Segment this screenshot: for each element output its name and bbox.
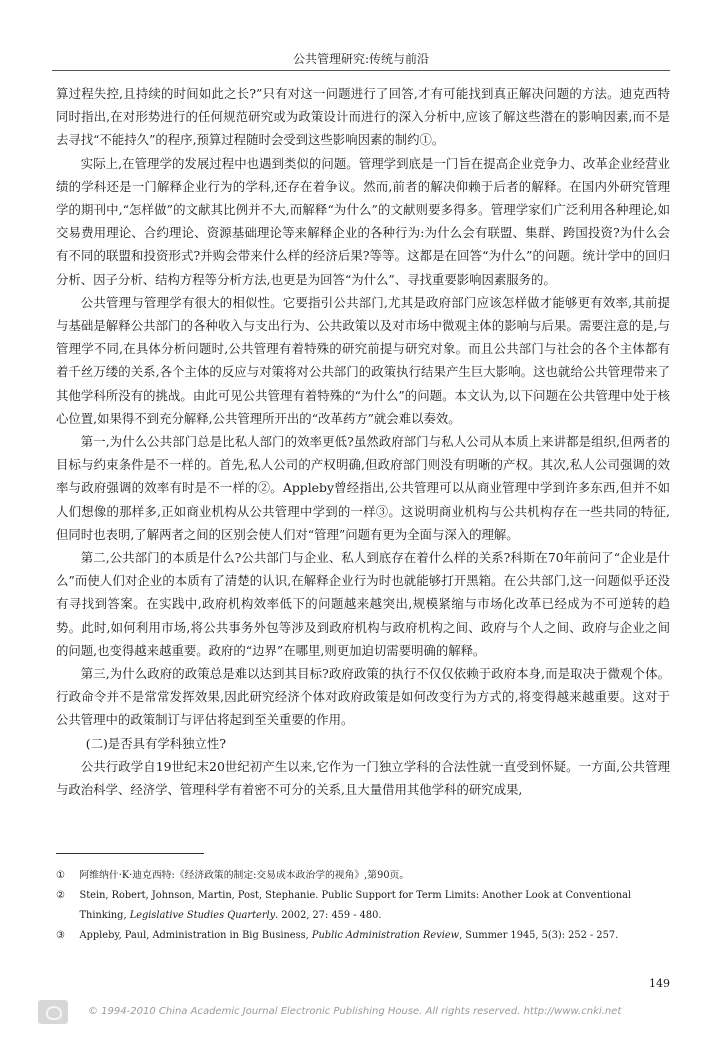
footnote-text: 阿维纳什·K·迪克西特:《经济政策的制定:交易成本政治学的视角》,第90页。 [79,870,410,881]
footnote-number: ③ [56,930,65,941]
footnote-text: Stein, Robert, Johnson, Martin, Post, Stephanie. Public Support for Term Limits: Another Look at Conventional Thinking, [79,890,632,921]
footnote-rule [56,853,204,854]
paragraph-6: 第三,为什么政府的政策总是难以达到其目标?政府政策的执行不仅仅依赖于政府本身,而是取决于微观个体。行政命令并不是常常发挥效果,因此研究经济个体对政府政策是如何改变行为方式的,将变得越来越重要。这对于公共管理中的政策制订与评估将起到至关重要的作用。 [56,666,670,728]
paragraph-3: 公共管理与管理学有很大的相似性。它要指引公共部门,尤其是政府部门应该怎样做才能够更有效率,其前提与基础是解释公共部门的各种收入与支出行为、公共政策以及对市场中微观主体的影响与后果。需要注意的是,与管理学不同,在具体分析问题时,公共管理有着特殊的研究前提与研究对象。而且公共部门与社会的各个主体都有着千丝万缕的关系,各个主体的反应与对策将对公共部门的政策执行结果产生巨大影响。这也就给公共管理带来了其他学科所没有的挑战。由此可见公共管理有着特殊的“为什么”的问题。本文认为,以下问题在公共管理中处于核心位置,如果得不到充分解释,公共管理所开出的“改革药方”就会难以奏效。 [56,294,670,426]
footnote-2 [56,886,670,926]
footnote-tail: . 2002, 27: 459 - 480. [275,910,382,921]
paragraph-1: 算过程失控,且持续的时间如此之长?”只有对这一问题进行了回答,才有可能找到真正解决问题的方法。迪克西特同时指出,在对形势进行的任何规范研究或为政策设计而进行的深入分析中,应该了解这些潜在的影响因素,而不是去寻找“不能持久”的程序,预算过程随时会受到这些影响因素的制约①。 [56,86,670,148]
footnote-number: ② [56,890,65,901]
footnote-text: Appleby, Paul, Administration in Big Business, [79,930,312,941]
paragraph-5: 第二,公共部门的本质是什么?公共部门与企业、私人到底存在着什么样的关系?科斯在70年前问了“企业是什么”而使人们对企业的本质有了清楚的认识,在解释企业行为时也就能够打开黑箱。在公共部门,这一问题似乎还没有寻找到答案。在实践中,政府机构效率低下的问题越来越突出,规模紧缩与市场化改革已经成为不可逆转的趋势。此时,如何利用市场,将公共事务外包等涉及到政府机构与政府机构之间、政府与个人之间、政府与企业之间的问题,也变得越来越重要。政府的“边界”在哪里,则更加迫切需要明确的解释。 [56,550,670,658]
cnki-logo-icon [38,1000,68,1024]
footnote-tail: , Summer 1945, 5(3): 252 - 257. [459,930,619,941]
subsection-heading: (二)是否具有学科独立性? [85,735,226,751]
header-rule [52,70,670,71]
journal-title: Public Administration Review [311,930,460,941]
page-number: 149 [649,977,670,990]
running-header: 公共管理研究:传统与前沿 [292,52,430,66]
page-footer [38,1000,678,1026]
article-body [56,82,670,801]
paragraph-2: 实际上,在管理学的发展过程中也遇到类似的问题。管理学到底是一门旨在提高企业竞争力、改革企业经营业绩的学科还是一门解释企业行为的学科,还存在着争议。然而,前者的解决仰赖于后者的解释。在国内外研究管理学的期刊中,“怎样做”的文献其比例并不大,而解释“为什么”的文献则要多得多。管理学家们广泛利用各种理论,如交易费用理论、合约理论、资源基础理论等来解释企业的各种行为:为什么会有联盟、集群、跨国投资?为什么会有不同的联盟和投资形式?并购会带来什么样的经济后果?等等。这都是在回答“为什么”的问题。统计学中的回归分析、因子分析、结构方程等分析方法,也更是为回答“为什么”、寻找重要影响因素服务的。 [56,155,670,287]
footnote-3 [56,926,670,946]
footnotes [56,866,670,946]
paragraph-4: 第一,为什么公共部门总是比私人部门的效率更低?虽然政府部门与私人公司从本质上来讲都是组织,但两者的目标与约束条件是不一样的。首先,私人公司的产权明确,但政府部门则没有明晰的产权。其次,私人公司强调的效率与政府强调的效率有时是不一样的②。Appleby曾经指出,公共管理可以从商业管理中学到许多东西,但并不如人们想像的那样多,正如商业机构从公共管理中学到的一样③。这说明商业机构与公共机构存在一些共同的特征,但同时也表明,了解两者之间的区别会使人们对“管理”问题有更为全面与深入的理解。 [56,434,670,542]
copyright-notice: © 1994-2010 China Academic Journal Electronic Publishing House. All rights reserved. http://www.cnki.net [88,1006,622,1017]
journal-title: Legislative Studies Quarterly [129,910,276,921]
paragraph-7: 公共行政学自19世纪末20世纪初产生以来,它作为一门独立学科的合法性就一直受到怀疑。一方面,公共管理与政治科学、经济学、管理科学有着密不可分的关系,且大量借用其他学科的研究成果, [56,758,670,798]
footnote-1 [56,866,670,886]
footnote-number: ① [56,870,65,881]
